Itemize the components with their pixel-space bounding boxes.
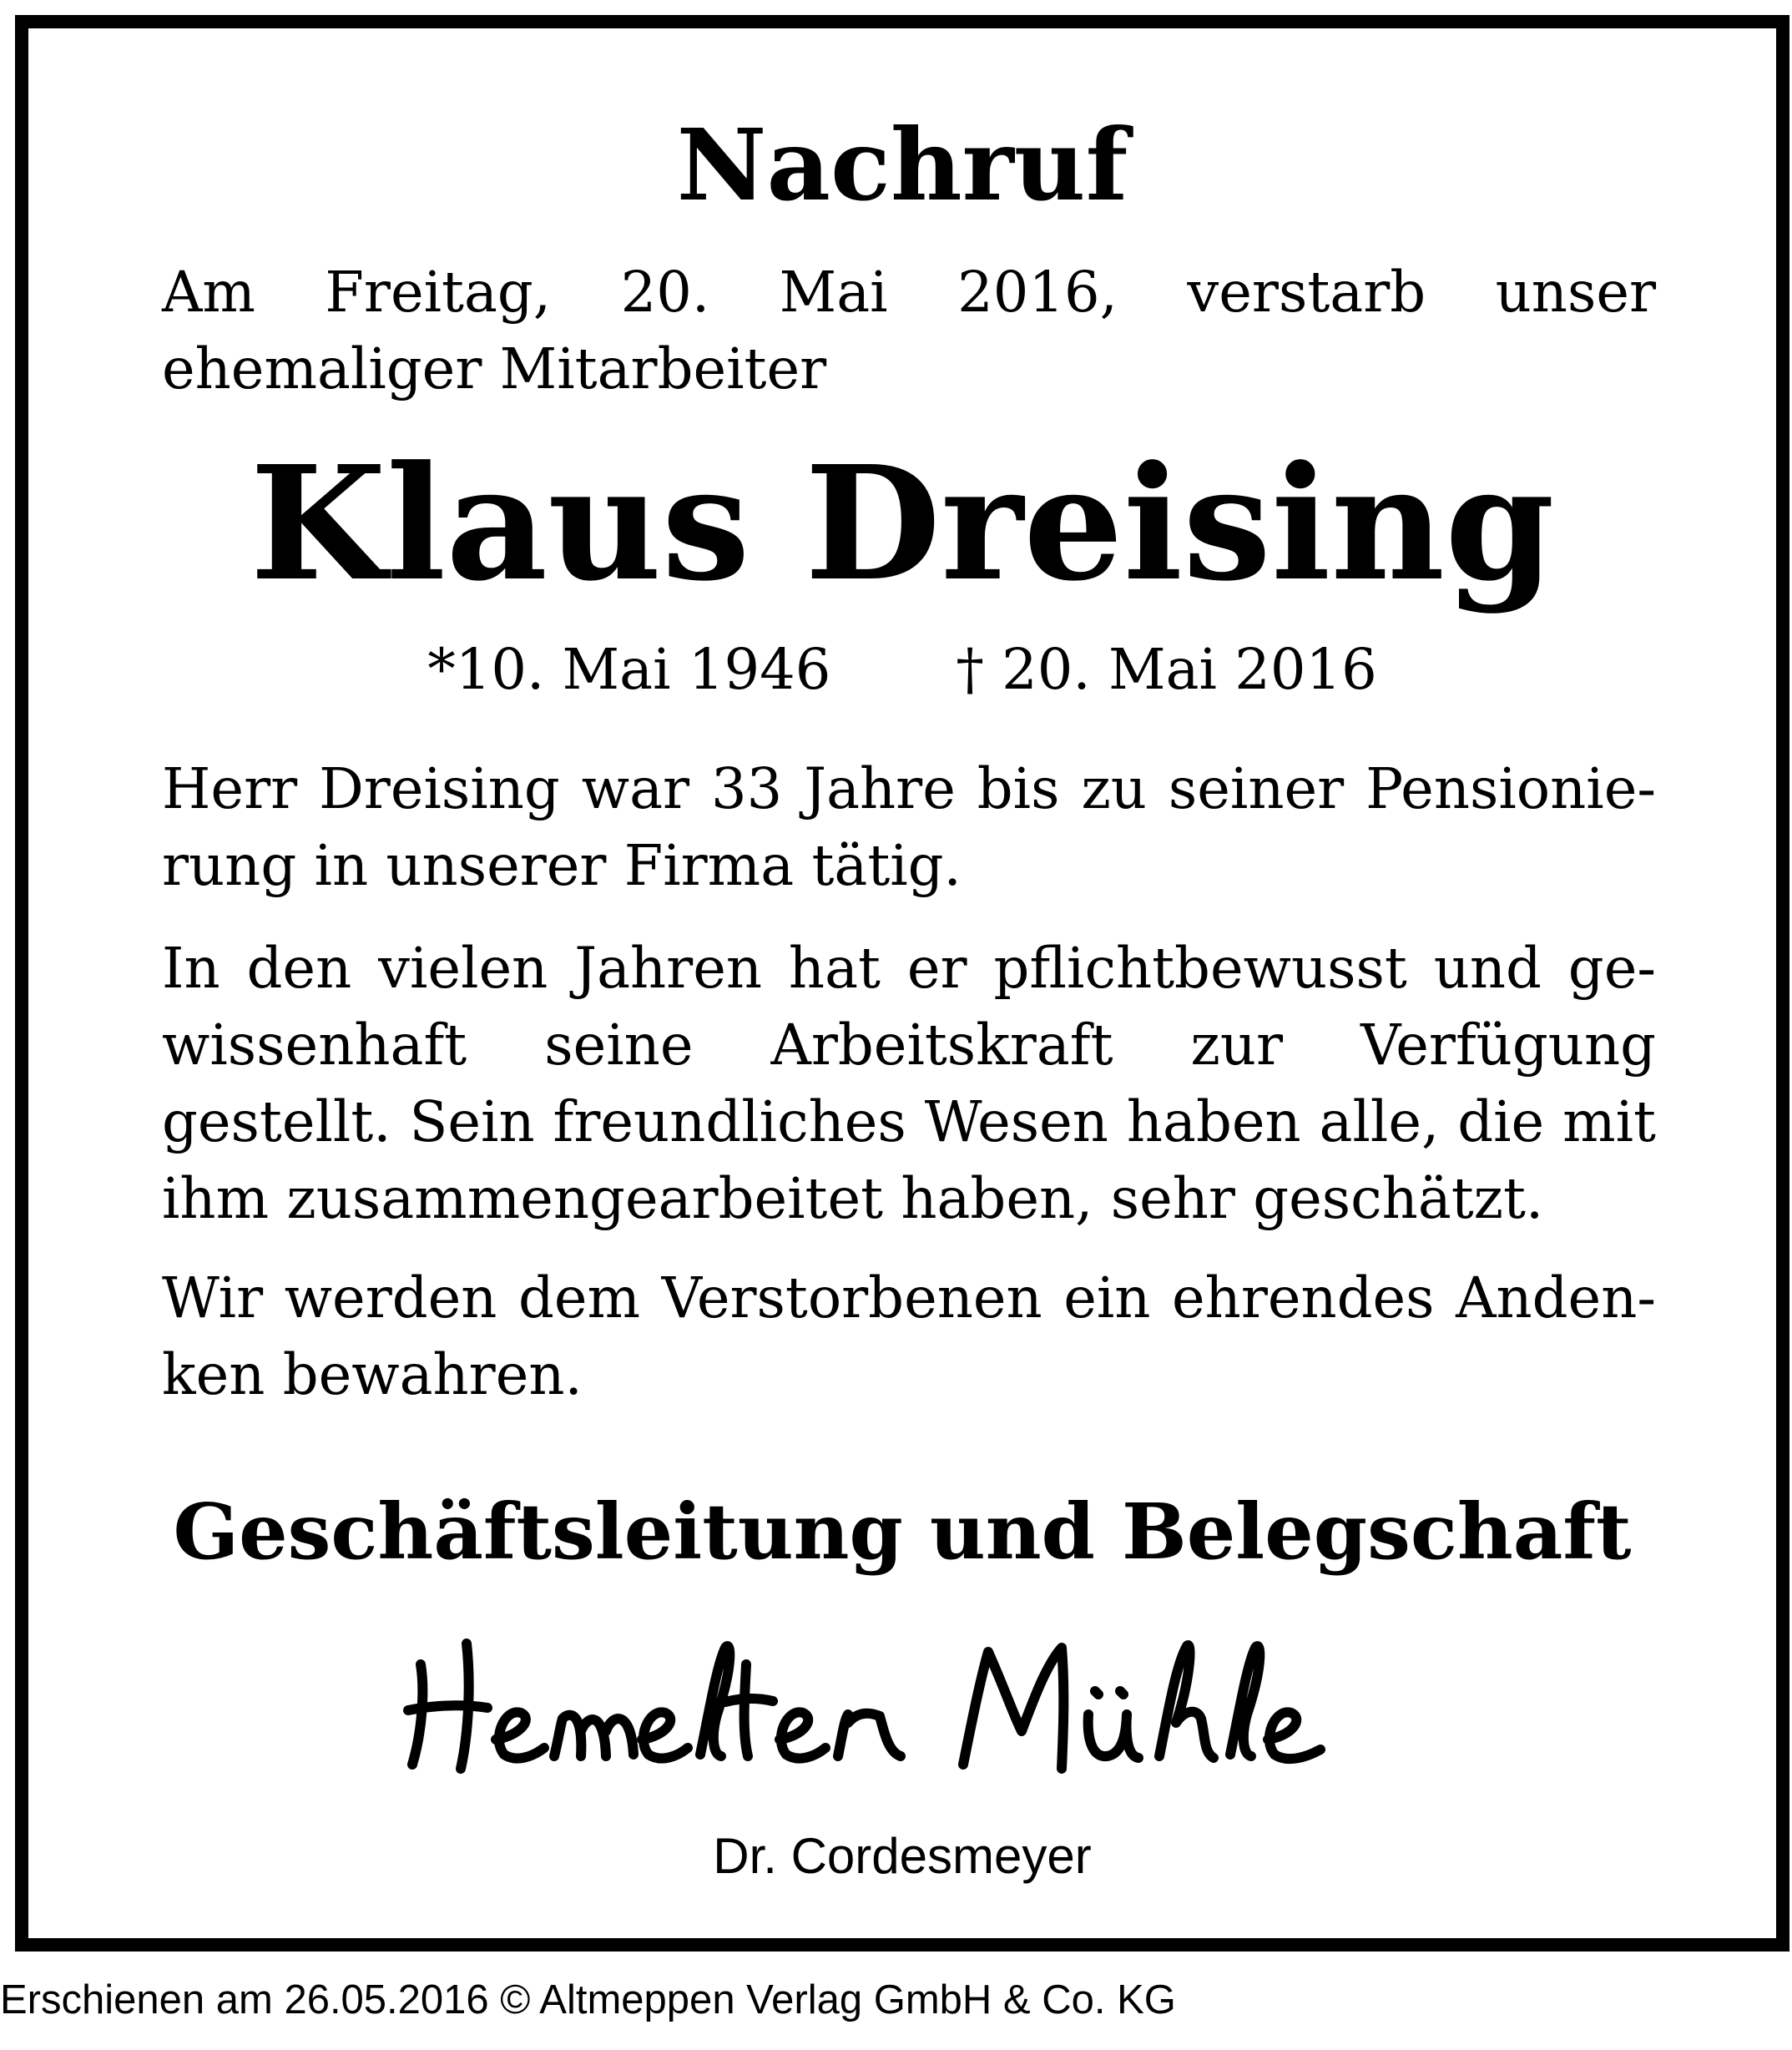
signature-title: Geschäftsleitung und Belegschaft [173, 1487, 1632, 1577]
paragraph-memory: Wir werden dem Verstorbenen ein ehrendes Andenken bewahren. [162, 1265, 1656, 1407]
company-signature-logo [387, 1614, 1464, 1781]
birth-date: *10. Mai 1946 [427, 637, 831, 702]
deceased-name: Klaus Dreising [250, 432, 1555, 616]
paragraph-character: In den vielen Jahren hat er pflichtbewusst und gewissenhaft seine Arbeitskraft zur Verfügung gestellt. Sein freundliches Wesen haben alle, die mit ihm zusammengearbeitet haben, sehr geschätzt. [162, 936, 1656, 1231]
paragraph-service: Herr Dreising war 33 Jahre bis zu seiner Pensionierung in unserer Firma tätig. [162, 756, 1656, 898]
publication-footer: Erschienen am 26.05.2016 © Altmeppen Verlag GmbH & Co. KG [0, 1977, 1176, 2022]
obituary-title: Nachruf [676, 107, 1128, 223]
obituary-frame [15, 15, 1789, 1952]
intro-text: Am Freitag, 20. Mai 2016, verstarb unser ehemaliger Mitarbeiter [162, 260, 1656, 401]
life-dates [28, 637, 1776, 702]
signer-name: Dr. Cordesmeyer [713, 1828, 1092, 1884]
death-date: † 20. Mai 2016 [956, 637, 1377, 702]
